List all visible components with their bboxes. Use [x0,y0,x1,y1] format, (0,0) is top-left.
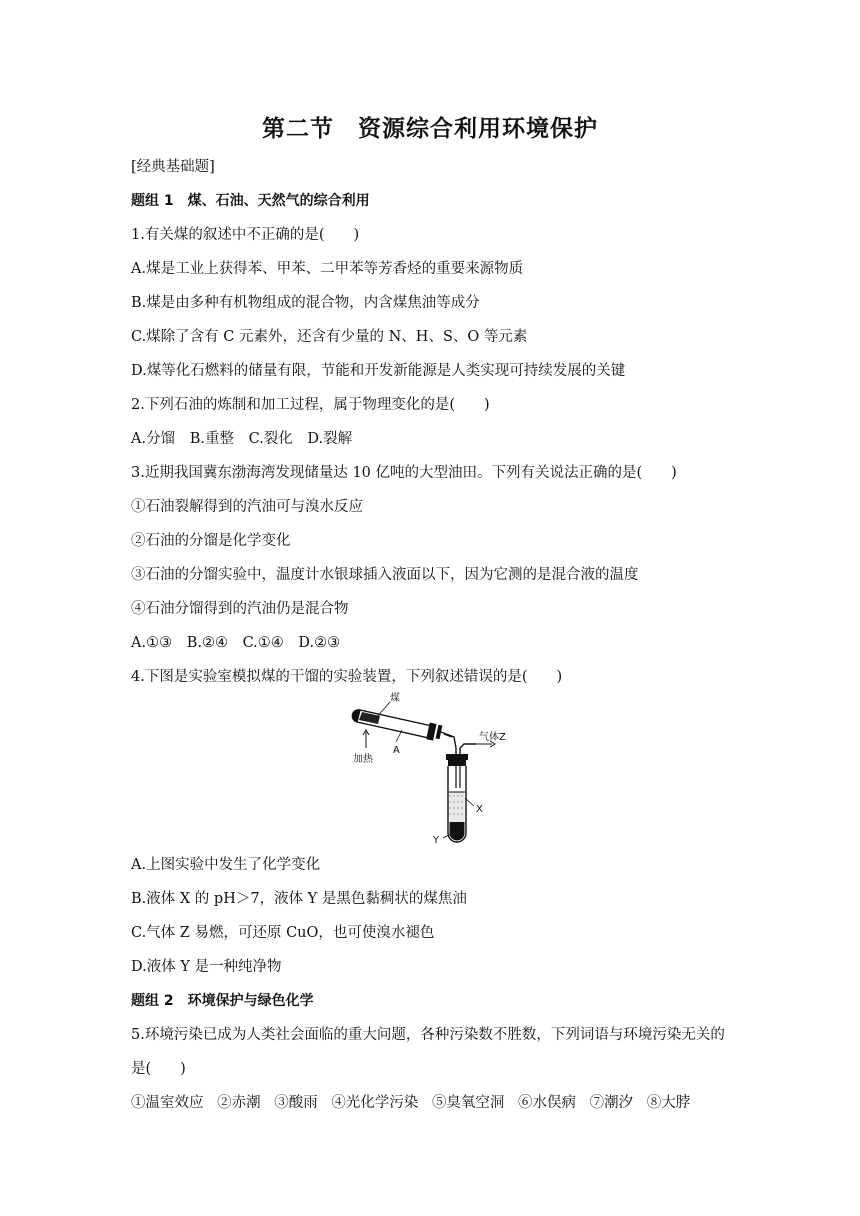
question-5-item: ⑦潮汐 [589,1095,634,1111]
question-1-option-c: C.煤除了含有 C 元素外，还含有少量的 N、H、S、O 等元素 [131,329,528,345]
label-heat: 加热 [353,754,373,765]
question-2-options [131,429,741,449]
coal-distillation-apparatus-figure [340,688,520,848]
question-1-option-b: B.煤是由多种有机物组成的混合物，内含煤焦油等成分 [131,295,480,311]
question-4-stem: 4.下图是实验室模拟煤的干馏的实验装置，下列叙述错误的是( ) [131,669,563,685]
page-title: 第二节 资源综合利用环境保护 [262,116,598,142]
question-5-item: ⑥水俣病 [518,1095,577,1111]
question-3-statement: ④石油分馏得到的汽油仍是混合物 [131,601,349,617]
question-1-option-d: D.煤等化石燃料的储量有限，节能和开发新能源是人类实现可持续发展的关键 [131,363,626,379]
label-x: X [476,804,483,815]
question-2-option: D.裂解 [307,431,353,447]
question-4-option-a: A.上图实验中发生了化学变化 [131,857,321,873]
label-gas-z: 气体Z [479,732,506,743]
question-5-stem: 5.环境污染已成为人类社会面临的重大问题，各种污染数不胜数，下列词语与环境污染无关的是( ) [131,1027,725,1077]
question-5-item: ②赤潮 [217,1095,261,1111]
question-3-option: B.②④ [186,635,228,651]
question-2-option: A.分馏 [131,431,176,447]
question-3-option: A.①③ [131,635,173,651]
question-5-item: ⑤臭氧空洞 [431,1095,505,1111]
question-5-item: ①温室效应 [131,1095,204,1111]
question-3-option: C.①④ [242,635,284,651]
question-3-option: D.②③ [298,635,341,651]
question-1-stem: 1.有关煤的叙述中不正确的是( ) [131,227,360,243]
question-5-item: ④光化学污染 [331,1095,419,1111]
question-3-statement: ①石油裂解得到的汽油可与溴水反应 [131,499,363,515]
question-3-options [131,633,741,653]
label-coal: 煤 [390,693,400,704]
question-5-item: ③酸雨 [274,1095,318,1111]
question-3-statement: ②石油的分馏是化学变化 [131,533,291,549]
question-5-items [131,1093,741,1113]
question-2-option: C.裂化 [248,431,293,447]
question-2-option: B.重整 [189,431,234,447]
question-2-stem: 2.下列石油的炼制和加工过程，属于物理变化的是( ) [131,397,490,413]
question-4-option-c: C.气体 Z 易燃，可还原 CuO，也可使溴水褪色 [131,925,435,941]
label-y: Y [433,835,440,846]
receiving-tube [446,754,468,842]
question-3-statement: ③石油的分馏实验中，温度计水银球插入液面以下，因为它测的是混合液的温度 [131,567,639,583]
question-4-option-b: B.液体 X 的 pH＞7，液体 Y 是黑色黏稠状的煤焦油 [131,891,467,907]
question-1-option-a: A.煤是工业上获得苯、甲苯、二甲苯等芳香烃的重要来源物质 [131,261,524,277]
label-a: A [393,745,400,756]
question-4-option-d: D.液体 Y 是一种纯净物 [131,959,282,975]
question-3-stem: 3.近期我国冀东渤海湾发现储量达 10 亿吨的大型油田。下列有关说法正确的是( ) [131,465,677,481]
question-5-item: ⑧大脖 [646,1095,691,1111]
group-heading-2: 题组 2 环境保护与绿色化学 [131,993,314,1009]
section-label: [经典基础题] [131,159,215,175]
group-heading-1: 题组 1 煤、石油、天然气的综合利用 [131,193,370,209]
